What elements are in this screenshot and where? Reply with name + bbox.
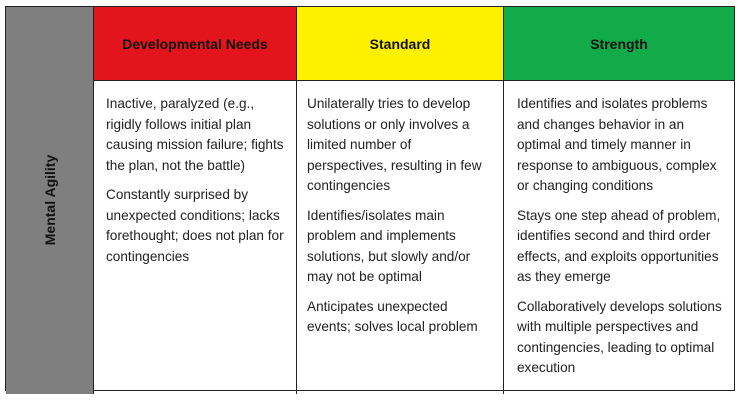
cell-standard <box>297 81 504 394</box>
description-paragraph: Identifies and isolates problems and changes behavior in an optimal and timely manner in response to ambiguous, complex or changing conditions <box>517 96 717 193</box>
rubric-table <box>5 6 735 391</box>
cell-strength <box>504 81 734 394</box>
description-paragraph: Constantly surprised by unexpected conditions; lacks forethought; does not plan for contingencies <box>106 187 284 264</box>
description-paragraph: Stays one step ahead of problem, identifies second and third order effects, and exploits opportunities as they emerge <box>517 207 721 284</box>
description-paragraph: Unilaterally tries to develop solutions or only involves a limited number of perspectives, resulting in few contingencies <box>307 96 482 193</box>
description-paragraph: Collaboratively develops solutions with multiple perspectives and contingencies, leading to optimal execution <box>517 298 722 375</box>
row-label: Mental Agility <box>41 155 58 246</box>
header-developmental-needs: Developmental Needs <box>94 7 297 81</box>
description-paragraph: Identifies/isolates main problem and implements solutions, but slowly and/or may not be optimal <box>307 207 471 284</box>
header-standard: Standard <box>297 7 504 81</box>
description-paragraph: Inactive, paralyzed (e.g., rigidly follows initial plan causing mission failure; fights the plan, not the battle) <box>106 96 284 173</box>
row-label-cell <box>6 7 94 394</box>
description-paragraph: Anticipates unexpected events; solves local problem <box>307 298 478 334</box>
cell-developmental-needs <box>94 81 297 394</box>
header-strength: Strength <box>504 7 734 81</box>
